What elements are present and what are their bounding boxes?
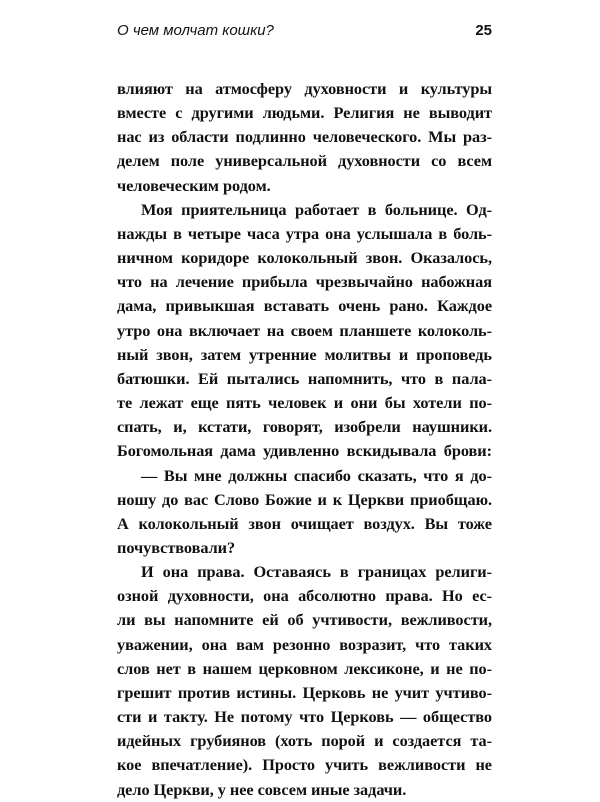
page-number: 25 — [475, 22, 492, 39]
text-line: ношу до вас Слово Божие и к Церкви приобщаю. — [117, 489, 492, 509]
page-header — [117, 20, 492, 42]
text-line: что на лечение прибыла чрезвычайно набожная — [117, 272, 492, 292]
text-line: кое впечатление). Просто учить вежливости не — [117, 755, 492, 775]
text-line: уважении, она вам резонно возразит, что таких — [117, 634, 492, 654]
paragraph-3 — [117, 464, 492, 561]
text-line: дама, привыкшая вставать очень рано. Каждое — [117, 296, 492, 316]
text-line: грешит против истины. Церковь не учит учтиво- — [117, 682, 492, 702]
running-title: О чем молчат кошки? — [117, 22, 274, 39]
text-line: утро она включает на своем планшете колоколь- — [117, 320, 492, 340]
text-line: ничном коридоре колокольный звон. Оказалось, — [117, 248, 492, 268]
text-line: Моя приятельница работает в больнице. Од- — [141, 199, 492, 219]
text-line: сти и такту. Не потому что Церковь — общество — [117, 707, 492, 727]
text-line: человеческим родом. — [117, 175, 271, 195]
paragraph-4 — [117, 560, 492, 802]
text-line: — Вы мне должны спасибо сказать, что я до- — [141, 465, 492, 485]
text-line: слов нет в нашем церковном лексиконе, и не по- — [117, 658, 492, 678]
text-line: делем поле универсальной духовности со всем — [117, 151, 492, 171]
text-line: батюшки. Ей пытались напомнить, что в пала- — [117, 368, 492, 388]
text-line: почувствовали? — [117, 537, 236, 557]
paragraph-2 — [117, 198, 492, 464]
text-line: влияют на атмосферу духовности и культуры — [117, 79, 492, 98]
text-line: спать, и, кстати, говорят, изобрели наушники. — [117, 417, 492, 437]
text-line: ли вы напомните ей об учтивости, вежливости, — [117, 610, 492, 630]
text-line: нажды в четыре часа утра она услышала в боль- — [117, 223, 492, 243]
text-line: те лежат еще пять человек и они бы хотели по- — [117, 393, 492, 413]
text-line: идейных грубиянов (хоть порой и создается та- — [117, 731, 492, 751]
text-line: Богомольная дама удивленно вскидывала брови: — [117, 441, 492, 461]
body-text — [117, 77, 492, 802]
text-line: озной духовности, она абсолютно права. Но ес- — [117, 586, 492, 606]
text-line: дело Церкви, у нее совсем иные задачи. — [117, 779, 407, 799]
text-line: нас из области подлинно человеческого. Мы раз- — [117, 127, 492, 147]
text-line: И она права. Оставаясь в границах религи- — [141, 562, 492, 582]
text-line: А колокольный звон очищает воздух. Вы тоже — [117, 513, 492, 533]
text-line: ный звон, затем утренние молитвы и проповедь — [117, 344, 492, 364]
text-line: вместе с другими людьми. Религия не выводит — [117, 103, 492, 123]
paragraph-1 — [117, 77, 492, 198]
